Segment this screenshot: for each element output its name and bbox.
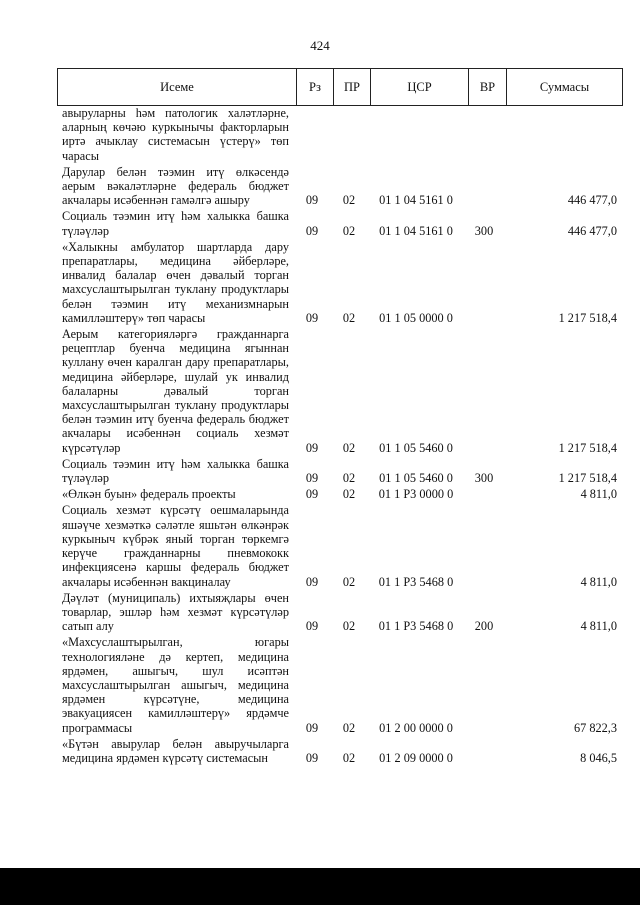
row-rz: 09 — [305, 310, 319, 325]
row-rz: 09 — [305, 619, 319, 634]
row-pr: 02 — [342, 471, 356, 486]
row-rz: 09 — [305, 720, 319, 735]
row-sum: 4 811,0 — [580, 574, 617, 589]
row-rz: 09 — [305, 223, 319, 238]
row-pr: 02 — [342, 574, 356, 589]
row-csr: 01 1 P3 5468 0 — [378, 619, 454, 634]
row-name: Социаль тәэмин итү һәм халыкка башка түләүләр — [62, 209, 289, 238]
scan-border — [0, 868, 640, 905]
row-csr: 01 1 04 5161 0 — [379, 223, 453, 238]
header-rz: Рз — [296, 69, 333, 105]
row-csr: 01 2 09 0000 0 — [379, 750, 453, 765]
row-sum: 8 046,5 — [580, 750, 617, 765]
row-name: «Махсуслаштырылган, югары технологияләне дә кертеп, медицина ярдәмен, ашыгыч, шул исәптән махсуслаштырылган ашыгыч, медицина ярдәмен күрсәтүне, медицина эвакуациясен камилләштерү» ярдәмче программасы — [62, 635, 289, 735]
row-rz: 09 — [305, 487, 319, 502]
row-vr: 300 — [474, 223, 494, 238]
header-sum: Суммасы — [506, 69, 622, 105]
row-csr: 01 1 05 5460 0 — [379, 440, 453, 455]
row-sum: 1 217 518,4 — [558, 471, 617, 486]
page-number: 424 — [310, 38, 330, 53]
row-pr: 02 — [342, 193, 356, 208]
row-sum: 67 822,3 — [573, 720, 617, 735]
row-name: Дарулар белән тәэмин итү өлкәсендә аерым вәкаләтләрне федераль бюджет акчалары исәбеннән гамәлгә ашыру — [62, 164, 289, 208]
row-name: «Халыкны амбулатор шартларда дару препаратлары, медицина әйберләре, инвалид балалар өчен дәвалый торган махсуслаштырылган туклану продуктлары белән тәэмин итү механизмнарын камилләштерү» төп чарасы — [62, 239, 289, 325]
table-row — [57, 635, 623, 734]
table-row — [57, 106, 623, 163]
table-row — [57, 591, 623, 634]
table-row — [57, 209, 623, 237]
row-csr: 01 1 P3 5468 0 — [378, 574, 454, 589]
row-csr: 01 1 05 5460 0 — [379, 471, 453, 486]
row-sum: 4 811,0 — [580, 619, 617, 634]
row-rz: 09 — [305, 440, 319, 455]
row-name: Социаль хезмәт күрсәтү оешмаларында яшәүче хезмәткә сәләтле яшьтән өлкәнрәк куркыныч күбрәк яный торган төркемгә керүче гражданнарны пневмококк инфекциясенә каршы федераль бюджет акчалары исәбеннән вакциналау — [62, 503, 289, 589]
row-sum: 446 477,0 — [567, 193, 617, 208]
row-name: «Бүтән авырулар белән авыручыларга медицина ярдәмен күрсәтү системасын — [62, 736, 289, 765]
row-sum: 1 217 518,4 — [558, 440, 617, 455]
row-csr: 01 1 04 5161 0 — [379, 193, 453, 208]
row-csr: 01 2 00 0000 0 — [379, 720, 453, 735]
table-row — [57, 737, 623, 765]
table-row — [57, 457, 623, 485]
table-row — [57, 240, 623, 325]
row-name: Аерым категорияләргә гражданнарга рецептлар буенча медицина ягыннан куллану өчен каралган дару препаратлары, медицина әйберләре, шулай ук инвалид балаларны дәвалый торган махсуслаштырылган туклану продуктлары белән тәэмин итү буенча федераль бюджет акчалары исәбеннән социаль хезмәт күрсәтүләр — [62, 327, 289, 455]
header-pr: ПР — [333, 69, 370, 105]
row-pr: 02 — [342, 440, 356, 455]
row-pr: 02 — [342, 487, 356, 502]
row-pr: 02 — [342, 720, 356, 735]
row-vr: 300 — [474, 471, 494, 486]
row-pr: 02 — [342, 310, 356, 325]
table-header — [57, 68, 623, 106]
row-sum: 446 477,0 — [567, 223, 617, 238]
table-row — [57, 503, 623, 588]
row-name: Дәүләт (муниципаль) ихтыяҗлары өчен товарлар, эшләр һәм хезмәт күрсәтүләр сатып алу — [62, 590, 289, 634]
row-name: авыруларны һәм патологик халәтләрне, аларның көчәю куркынычы факторларын иртә ачыклау системасын үстерү» төп чарасы — [62, 106, 289, 163]
row-sum: 4 811,0 — [580, 487, 617, 502]
row-rz: 09 — [305, 574, 319, 589]
row-name: Социаль тәэмин итү һәм халыкка башка түләүләр — [62, 456, 289, 486]
table-row — [57, 165, 623, 208]
table-row — [57, 327, 623, 455]
row-pr: 02 — [342, 619, 356, 634]
row-rz: 09 — [305, 750, 319, 765]
row-pr: 02 — [342, 750, 356, 765]
row-name: «Өлкән буын» федераль проекты — [62, 487, 236, 502]
row-rz: 09 — [305, 193, 319, 208]
row-vr: 200 — [474, 619, 494, 634]
table-row — [57, 487, 623, 501]
header-csr: ЦСР — [370, 69, 468, 105]
row-rz: 09 — [305, 471, 319, 486]
header-vr: ВР — [468, 69, 506, 105]
table-body — [57, 106, 623, 767]
row-sum: 1 217 518,4 — [558, 310, 617, 325]
row-pr: 02 — [342, 223, 356, 238]
header-name: Исеме — [160, 79, 194, 94]
row-csr: 01 1 05 0000 0 — [379, 310, 453, 325]
row-csr: 01 1 P3 0000 0 — [378, 487, 454, 502]
